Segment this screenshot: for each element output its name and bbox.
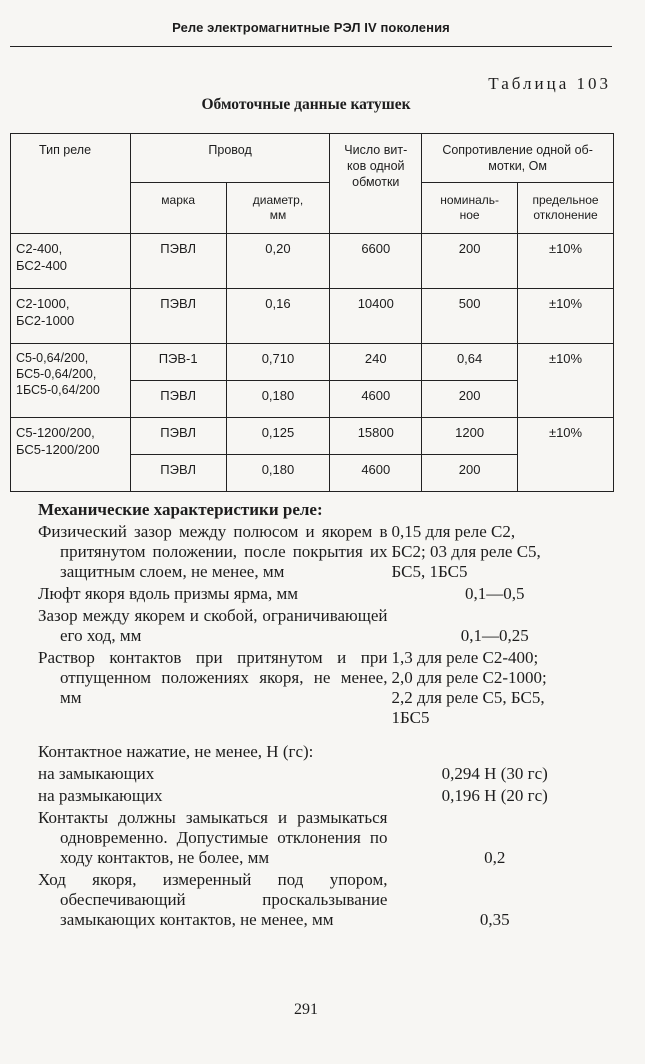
spec-row <box>38 522 598 582</box>
spec-row <box>38 786 598 806</box>
cell-brand: ПЭВЛ <box>130 289 226 344</box>
table-row <box>11 289 614 344</box>
cell-deviation: ±10% <box>518 344 614 418</box>
cell-turns: 240 <box>330 344 422 381</box>
spec-label: Раствор контактов при притянутом и при отпущенном положениях якоря, не менее, мм <box>38 648 388 707</box>
spec-value: 0,294 Н (30 гс) <box>441 764 548 783</box>
table-row <box>11 418 614 455</box>
cell-nominal: 200 <box>422 381 518 418</box>
cell-deviation: ±10% <box>518 418 614 492</box>
cell-type: С2-400, БС2-400 <box>11 234 131 289</box>
cell-brand: ПЭВЛ <box>130 381 226 418</box>
spec-label: Люфт якоря вдоль призмы ярма, мм <box>38 584 298 603</box>
spec-value: 0,1—0,25 <box>460 626 529 645</box>
header-resistance: Сопротивление одной об- мотки, Ом <box>422 134 614 183</box>
header-res-nominal: номиналь- ное <box>422 183 518 234</box>
cell-brand: ПЭВЛ <box>130 455 226 492</box>
cell-nominal: 0,64 <box>422 344 518 381</box>
coil-data-table <box>10 133 614 492</box>
spec-value: 0,35 <box>479 910 510 929</box>
spec-row <box>38 584 598 604</box>
mechanical-title: Механические характеристики реле: <box>38 500 323 519</box>
spec-row <box>38 764 598 784</box>
table-row <box>11 344 614 381</box>
cell-diameter: 0,710 <box>226 344 330 381</box>
cell-turns: 10400 <box>330 289 422 344</box>
spec-label: на размыкающих <box>38 786 163 805</box>
cell-turns: 4600 <box>330 381 422 418</box>
cell-turns: 15800 <box>330 418 422 455</box>
cell-diameter: 0,180 <box>226 455 330 492</box>
header-turns: Число вит- ков одной обмотки <box>330 134 422 234</box>
spec-label: Контакты должны замыкаться и размыкаться одновременно. Допустимые отклонения по ходу контактов, не более, мм <box>38 808 388 867</box>
cell-diameter: 0,20 <box>226 234 330 289</box>
cell-turns: 6600 <box>330 234 422 289</box>
cell-type: С2-1000, БС2-1000 <box>11 289 131 344</box>
spec-value: 0,15 для реле С2, БС2; 03 для реле С5, БС5, 1БС5 <box>391 522 541 581</box>
mechanical-characteristics <box>38 500 598 932</box>
spec-value: 0,2 <box>484 848 506 867</box>
spec-row <box>38 870 598 930</box>
spec-row <box>38 648 598 728</box>
cell-diameter: 0,125 <box>226 418 330 455</box>
table-row <box>11 234 614 289</box>
table-title: Обмоточные данные катушек <box>201 96 411 113</box>
spec-label: Зазор между якорем и скобой, ограничивающей его ход, мм <box>38 606 388 645</box>
cell-type: С5-0,64/200, БС5-0,64/200, 1БС5-0,64/200 <box>11 344 131 418</box>
cell-deviation: ±10% <box>518 289 614 344</box>
running-title: Реле электромагнитные РЭЛ IV поколения <box>172 20 450 35</box>
cell-diameter: 0,16 <box>226 289 330 344</box>
spec-row <box>38 742 598 762</box>
spec-value: 1,3 для реле С2-400; 2,0 для реле С2-1000; 2,2 для реле С5, БС5, 1БС5 <box>391 648 547 727</box>
cell-nominal: 500 <box>422 289 518 344</box>
spec-label: Физический зазор между полюсом и якорем в притянутом положении, после покрытия их защитным слоем, не менее, мм <box>38 522 388 581</box>
header-res-limit: предельное отклонение <box>518 183 614 234</box>
cell-type: С5-1200/200, БС5-1200/200 <box>11 418 131 492</box>
cell-brand: ПЭВЛ <box>130 418 226 455</box>
spec-label: на замыкающих <box>38 764 155 783</box>
spec-label: Контактное нажатие, не менее, Н (гс): <box>38 742 314 761</box>
header-wire-brand: марка <box>130 183 226 234</box>
spec-row <box>38 808 598 868</box>
cell-turns: 4600 <box>330 455 422 492</box>
spec-label: Ход якоря, измеренный под упором, обеспечивающий проскальзывание замыкающих контактов, не менее, мм <box>38 870 388 929</box>
spec-value: 0,196 Н (20 гс) <box>441 786 548 805</box>
cell-nominal: 1200 <box>422 418 518 455</box>
header-wire-diameter: диаметр, мм <box>226 183 330 234</box>
table-header-row <box>11 134 614 183</box>
header-rule <box>10 46 612 47</box>
cell-brand: ПЭВЛ <box>130 234 226 289</box>
spec-row <box>38 606 598 646</box>
header-wire: Провод <box>130 134 330 183</box>
spec-value: 0,1—0,5 <box>464 584 525 603</box>
header-type: Тип реле <box>11 134 131 234</box>
cell-brand: ПЭВ-1 <box>130 344 226 381</box>
cell-deviation: ±10% <box>518 234 614 289</box>
table-label: Таблица 103 <box>488 74 611 93</box>
page-number: 291 <box>294 1001 318 1018</box>
cell-nominal: 200 <box>422 234 518 289</box>
cell-nominal: 200 <box>422 455 518 492</box>
cell-diameter: 0,180 <box>226 381 330 418</box>
